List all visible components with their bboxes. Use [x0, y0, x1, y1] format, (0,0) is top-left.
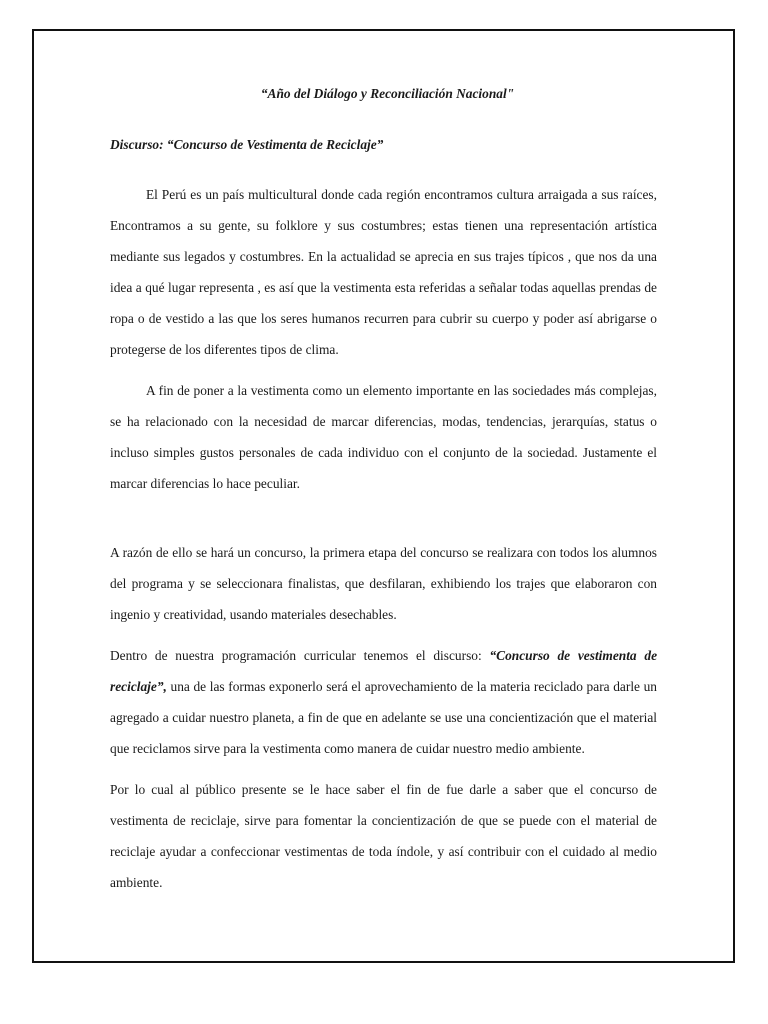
paragraph-audience-message: Por lo cual al público presente se le hace saber el fin de fue darle a saber que el concurso de vestimenta de reciclaje, sirve para fomentar la concientización de que se puede con el material de reciclaje ayudar a confeccionar vestimentas de toda índole, y así contribuir con el cuidado al medio ambiente. — [110, 782, 657, 890]
paragraph-vestimenta-importance: A fin de poner a la vestimenta como un elemento importante en las sociedades más complejas, se ha relacionado con la necesidad de marcar diferencias, modas, tendencias, jerarquías, status o incluso simples gustos personales de cada individuo con el conjunto de la sociedad. Justamente el marcar diferencias lo hace peculiar. — [110, 383, 657, 491]
contest-name-emphasis: “Concurso de vestimenta de reciclaje”, — [110, 648, 658, 694]
document-title: “Año del Diálogo y Reconciliación Nacional" — [260, 86, 515, 101]
paragraph-4-lead: Dentro de nuestra programación curricular tenemos el discurso: — [110, 648, 490, 663]
paragraph-peru-culture: El Perú es un país multicultural donde cada región encontramos cultura arraigada a sus raíces, Encontramos a su gente, su folklore y sus costumbres; estas tienen una representación artística mediante sus legados y costumbres. En la actualidad se aprecia en sus trajes típicos , que nos da una idea a qué lugar representa , es así que la vestimenta esta referidas a señalar todas aquellas prendas de ropa o de vestido a las que los seres humanos recurren para cubrir su cuerpo y poder así abrigarse o protegerse de los diferentes tipos de clima. — [110, 187, 657, 357]
paragraph-4-rest: una de las formas exponerlo será el aprovechamiento de la materia reciclado para darle un agregado a cuidar nuestro planeta, a fin de que en adelante se use una concientización que el material que reciclamos sirve para la vestimenta como manera de cuidar nuestro medio ambiente. — [110, 679, 657, 756]
speech-heading: Discurso: “Concurso de Vestimenta de Reciclaje” — [110, 137, 384, 152]
paragraph-contest-announcement: A razón de ello se hará un concurso, la primera etapa del concurso se realizara con todos los alumnos del programa y se seleccionara finalistas, que desfilaran, exhibiendo los trajes que elaboraron con ingenio y creatividad, usando materiales desechables. — [110, 545, 657, 622]
document-body — [110, 84, 657, 898]
paragraph-curriculum-speech — [110, 640, 657, 764]
